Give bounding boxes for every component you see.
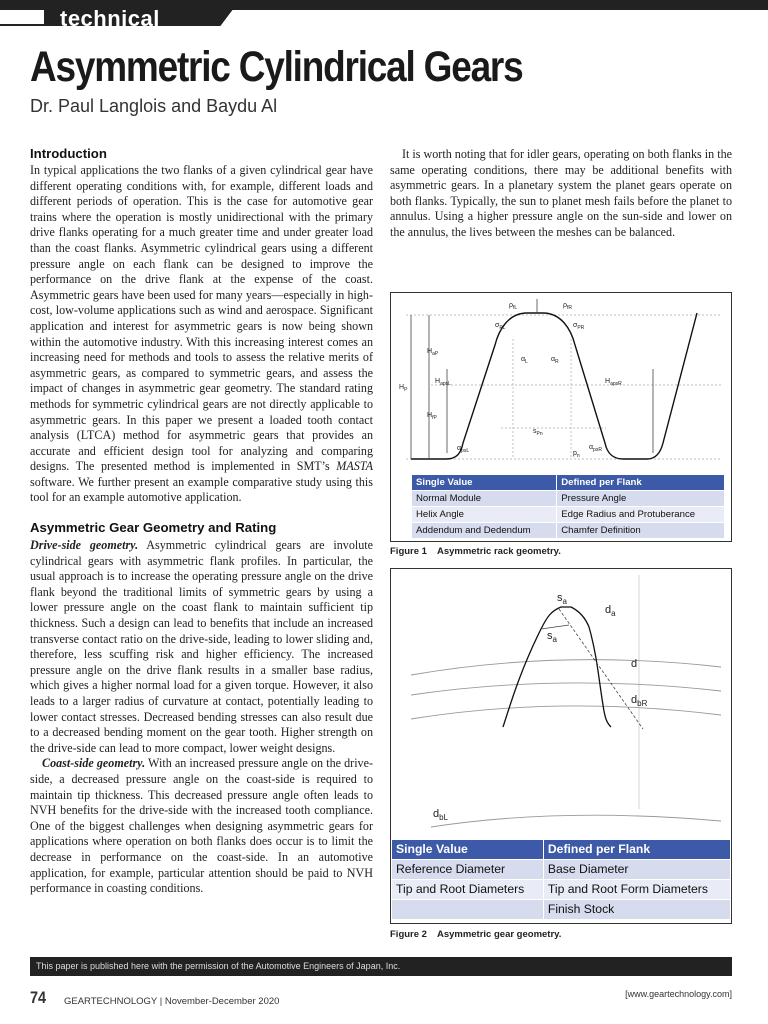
- header-rule: [0, 24, 60, 26]
- fig2-header-single: Single Value: [392, 840, 544, 860]
- table-cell: Pressure Angle: [557, 491, 725, 507]
- rho-fL-label: $\rho_{fL}$: [509, 302, 518, 311]
- drive-side-text: Asymmetric cylindrical gears are involute cylindrical gears with asymmetric flank profiles. In particular, the usual approach is to increase the operating pressure angle on the drive flank beyond the traditional limits of symmetric gears by using a lower pressure angle on the coast flank to maintain sufficient tip thickness. Such a design can lead to benefits that include an increased transverse contact ratio on the drive-side, leading to lower sliding and, therefore, less scuffing risk and higher efficiency. The increased pressure angle on the drive flank results in a smaller base radius, which gives a higher normal load for a given torque. However, it also leads to a larger radius of curvature at contact, potentially leading to lower contact stresses. Decreased bending stresses can also result due to a decreased bending moment on the gear tooth. Higher strength on the drive-side can lead to more compact, lower weight designs.: [30, 538, 374, 755]
- rack-profile-curve: [411, 313, 697, 459]
- figure-2: [390, 568, 732, 924]
- H-apsL-label: $H_{apsL}$: [435, 378, 451, 387]
- figure-2-caption-text: Asymmetric gear geometry.: [436, 929, 562, 940]
- sigma-PR-label: $\sigma_{PR}$: [573, 322, 585, 331]
- figure-2-label: Figure 2: [390, 929, 427, 940]
- section-label: technical: [60, 6, 160, 31]
- table-cell: Addendum and Dedendum: [412, 523, 557, 539]
- d-label: d: [631, 658, 638, 670]
- table-cell: Reference Diameter: [392, 860, 544, 880]
- drive-side-lead: Drive-side geometry.: [30, 538, 139, 553]
- masta-name: MASTA: [336, 459, 373, 474]
- d-bR-label: $d_{bR}$: [631, 694, 648, 708]
- figure-1-label: Figure 1: [390, 546, 427, 557]
- s-a-top-label: $s_a$: [557, 592, 567, 606]
- left-column: [30, 146, 373, 897]
- article-authors: Dr. Paul Langlois and Baydu Al: [30, 96, 278, 116]
- table-cell: Edge Radius and Protuberance: [557, 507, 725, 523]
- geometry-heading: Asymmetric Gear Geometry and Rating: [30, 520, 277, 536]
- p-n-label: $p_n$: [573, 450, 580, 459]
- gear-tooth-profile: [503, 607, 611, 727]
- fig2-header-per-flank: Defined per Flank: [543, 840, 730, 860]
- figure-1-caption-text: Asymmetric rack geometry.: [436, 546, 561, 557]
- table-cell: Chamfer Definition: [557, 523, 725, 539]
- table-cell: Helix Angle: [412, 507, 557, 523]
- figure-2-caption: [390, 929, 561, 940]
- table-cell: Tip and Root Diameters: [392, 880, 544, 900]
- table-cell: [392, 900, 544, 920]
- rho-fR-label: $\rho_{fR}$: [563, 302, 572, 311]
- intro-heading: Introduction: [30, 146, 107, 161]
- table-cell: Finish Stock: [543, 900, 730, 920]
- d-bL-label: $d_{bL}$: [433, 808, 449, 822]
- s-a-mid-label: $s_a$: [547, 630, 557, 644]
- gear-geometry-diagram: [391, 569, 732, 839]
- alpha-psR-label: $\alpha_{psR}$: [589, 444, 602, 453]
- figure-1: [390, 292, 732, 542]
- figure-1-table: [411, 474, 725, 539]
- H-P-label: $H_P$: [399, 384, 408, 393]
- intro-text-end: software. We further present an example comparative study using this tool for an example automotive application.: [30, 474, 373, 505]
- permission-note: This paper is published here with the permission of the Automotive Engineers of Japan, Inc.: [30, 957, 732, 976]
- idler-paragraph: It is worth noting that for idler gears, operating on both flanks in the same operating conditions, there may be additional benefits with asymmetric gears. In a planetary system the planet gears operate on both flanks. Typically, the sun to planet mesh fails before the planet to annulus. Using a higher pressure angle on the sun-side and lower on the annulus, the lives between the meshes can be balanced.: [390, 147, 732, 239]
- s-Pn-label: $s_{Pn}$: [533, 428, 543, 437]
- d-a-label: $d_a$: [605, 604, 616, 618]
- article-title: Asymmetric Cylindrical Gears: [30, 43, 523, 91]
- table-cell: Base Diameter: [543, 860, 730, 880]
- H-aP-label: $H_{aP}$: [427, 348, 439, 357]
- H-fP-label: $H_{fP}$: [427, 412, 437, 421]
- right-column: [390, 147, 732, 241]
- coast-side-paragraph: [30, 756, 373, 896]
- page-number: 74: [30, 988, 47, 1007]
- table-cell: Normal Module: [412, 491, 557, 507]
- alpha-R-label: $\alpha_R$: [551, 356, 559, 365]
- figure-1-caption: [390, 546, 561, 557]
- alpha-psL-label: $\alpha_{psL}$: [457, 445, 470, 454]
- sigma-PL-label: $\sigma_{PL}$: [495, 322, 506, 331]
- alpha-L-label: $\alpha_L$: [521, 356, 528, 365]
- website-url[interactable]: [www.geartechnology.com]: [625, 989, 732, 999]
- intro-text: In typical applications the two flanks of a given cylindrical gear have different operating conditions with, for example, different loads and different periods of operation. This is the case for automotive gear trains where the operation is mostly unidirectional with the primary drive flanks operating for a much greater time and under greater load than the coast flanks. Asymmetric cylindrical gears using a different pressure angle on each flank can be designed to improve the performance on the drive flank at the expense of the coast. Asymmetric gears have been used for many years—especially in high-cost, low-volume applications such as wind and aerospace. Significant application and interest for asymmetric gears is now being shown within the automotive industry. With this increasing interest comes an increasing need for methods and tools to assess the relative merits of asymmetric gears, as compared to symmetric gears, and assess the impact of changes in asymmetric gear geometry. The standard rating methods for symmetric cylindrical gears are not directly applicable to asymmetric gears. In this paper we present a loaded tooth contact analysis (LTCA) method for asymmetric gears that provides an accurate and efficient design tool for analyzing and comparing designs. The presented method is implemented in SMT’s: [30, 163, 373, 474]
- intro-paragraph: [30, 163, 373, 506]
- table-cell: Tip and Root Form Diameters: [543, 880, 730, 900]
- fig1-header-per-flank: Defined per Flank: [557, 475, 725, 491]
- fig1-header-single: Single Value: [412, 475, 557, 491]
- drive-side-paragraph: [30, 538, 373, 756]
- publication-line: GEARTECHNOLOGY | November-December 2020: [64, 996, 280, 1007]
- coast-side-text: With an increased pressure angle on the drive-side, a decreased pressure angle on the coast-side is required to maintain tip thickness. This decreased pressure angle often leads to NVH benefits for the drive-side with the increased tooth compliance. One of the biggest challenges when designing asymmetric gears for applications where operation on both flanks does occur is to limit the decrease in performance on the coast-side. In an automotive application, for example, particular attention should be paid to NVH performance in coasting conditions.: [30, 756, 373, 896]
- H-apsR-label: $H_{apsR}$: [605, 378, 622, 387]
- coast-side-lead: Coast-side geometry.: [42, 756, 146, 771]
- figure-2-table: [391, 839, 731, 920]
